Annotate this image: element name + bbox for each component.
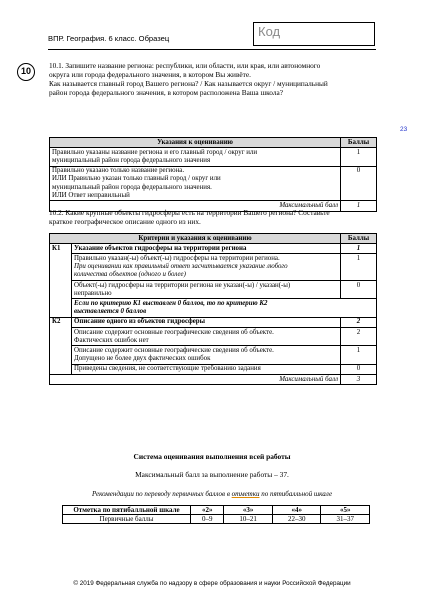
criterion-line: Правильно указан(-ы) объект(-ы) гидросферы на территории региона. bbox=[74, 254, 280, 262]
range-cell: 31–37 bbox=[321, 515, 370, 524]
k1-code-spacer bbox=[50, 281, 72, 299]
header-divider bbox=[48, 49, 376, 50]
k1-code-spacer bbox=[50, 254, 72, 281]
rule-line: выставляется 0 баллов bbox=[74, 308, 147, 316]
k2-row bbox=[72, 346, 341, 364]
table-row bbox=[50, 328, 377, 346]
k1-row2 bbox=[72, 281, 341, 299]
table-row bbox=[50, 317, 377, 327]
k1-max: 1 bbox=[341, 244, 377, 254]
question-part1-text bbox=[49, 62, 377, 98]
grade-cell: «5» bbox=[321, 506, 370, 515]
table-row bbox=[63, 515, 370, 524]
criterion-line: Описание содержит основные географические сведения об объекте. bbox=[74, 328, 274, 336]
table-row bbox=[50, 364, 377, 374]
reco-marked-word: отметки bbox=[231, 490, 260, 498]
conversion-recommendation bbox=[0, 490, 424, 498]
table-row bbox=[63, 506, 370, 515]
table2-max-label: Максимальный балл bbox=[50, 375, 341, 385]
table1-points: 1 bbox=[341, 148, 377, 166]
k1-row1-points: 1 bbox=[341, 254, 377, 281]
max-total-score: Максимальный балл за выполнение работы – 37. bbox=[135, 470, 289, 479]
scale-row2-label: Первичные баллы bbox=[63, 515, 191, 524]
part1-line: район города федерального значения, в котором расположена Ваша школа? bbox=[49, 87, 283, 97]
k1-code: К1 bbox=[50, 244, 72, 254]
table-row bbox=[50, 244, 377, 254]
grade-cell: «4» bbox=[272, 506, 321, 515]
table1-header-points: Баллы bbox=[341, 138, 377, 148]
k1-row1 bbox=[72, 254, 341, 281]
table1-max-label: Максимальный балл bbox=[50, 201, 341, 211]
table2-header-criteria: Критерии и указания к оцениванию bbox=[50, 234, 341, 244]
rule-line: Если по критерию К1 выставлен 0 баллов, то по критерию К2 bbox=[74, 299, 268, 307]
table1-criterion bbox=[50, 148, 341, 166]
table1-max-value: 1 bbox=[341, 201, 377, 211]
reco-text-end: по пятибалльной шкале bbox=[259, 490, 333, 498]
k2-code: К2 bbox=[50, 317, 72, 327]
criterion-note: При оценивании как правильный ответ засчитывается указание любого bbox=[74, 263, 288, 271]
part1-line: 10.1. Запишите название региона: республики, или области, или края, или автономного bbox=[49, 61, 321, 70]
k2-code-spacer bbox=[50, 328, 72, 346]
criterion-line: ИЛИ Ответ неправильный bbox=[52, 191, 130, 199]
k2-code-spacer bbox=[50, 364, 72, 374]
table-row bbox=[50, 281, 377, 299]
k1-title: Указание объектов гидросферы на территории региона bbox=[72, 244, 341, 254]
table1-header-criteria: Указания к оцениванию bbox=[50, 138, 341, 148]
criterion-line: муниципальный район города федерального значения bbox=[52, 156, 211, 164]
table-row bbox=[50, 148, 377, 166]
k2-row-points: 2 bbox=[341, 328, 377, 346]
table1-points: 0 bbox=[341, 166, 377, 201]
criterion-note: количества объектов (одного и более) bbox=[74, 271, 186, 279]
criterion-line: неправильно bbox=[74, 289, 112, 297]
k2-row bbox=[72, 364, 341, 374]
table-row bbox=[50, 166, 377, 201]
criterion-line: Описание содержит основные географические сведения об объекте. bbox=[74, 346, 274, 354]
k2-code-spacer bbox=[50, 346, 72, 364]
copyright-footer: © 2019 Федеральная служба по надзору в сфере образования и науки Российской Федерации bbox=[73, 580, 351, 587]
criterion-line: Приведены сведения, не соответствующие требованию задания bbox=[74, 365, 261, 373]
criterion-line: муниципальный район города федерального значения. bbox=[52, 183, 212, 191]
k2-row bbox=[72, 328, 341, 346]
criterion-line: Правильно указано только название региона. bbox=[52, 167, 185, 175]
part2-line: краткое географическое описание одного из них. bbox=[49, 216, 201, 226]
k2-max: 2 bbox=[341, 317, 377, 327]
range-cell: 0–9 bbox=[191, 515, 224, 524]
side-note-number: 23 bbox=[400, 126, 408, 133]
part2-line: 10.2. Какие крупные объекты гидросферы есть на территории Вашего региона? Составьте bbox=[49, 208, 330, 217]
code-box[interactable]: Код bbox=[253, 22, 375, 46]
criterion-line: Правильно указаны название региона и его главный город / округ или bbox=[52, 148, 258, 156]
criterion-line: Фактических ошибок нет bbox=[74, 336, 149, 344]
table-row bbox=[50, 299, 377, 317]
range-cell: 10–21 bbox=[224, 515, 273, 524]
criterion-line: Объект(-ы) гидросферы на территории региона не указан(-ы) / указан(-ы) bbox=[74, 281, 291, 289]
grading-table-part2 bbox=[49, 233, 377, 385]
k2-row-points: 1 bbox=[341, 346, 377, 364]
table-row bbox=[50, 254, 377, 281]
grade-scale-table bbox=[62, 505, 370, 524]
scale-row1-label: Отметка по пятибалльной шкале bbox=[63, 506, 191, 515]
question-number-badge: 10 bbox=[17, 63, 35, 81]
grade-cell: «2» bbox=[191, 506, 224, 515]
part1-line: Как называется главный город Вашего региона? / Как называется округ / муниципальный bbox=[49, 78, 328, 88]
table1-criterion bbox=[50, 166, 341, 201]
k1-rule bbox=[72, 299, 377, 317]
reco-text-start: Рекомендации по переводу первичных баллов в bbox=[91, 490, 232, 498]
table-row bbox=[50, 375, 377, 385]
criterion-line: ИЛИ Правильно указан только главный город / округ или bbox=[52, 175, 221, 183]
page-header-title: ВПР. География. 6 класс. Образец bbox=[48, 34, 170, 43]
k1-code-spacer bbox=[50, 299, 72, 317]
part1-line: округа или города федерального значения, в котором Вы живёте. bbox=[49, 69, 251, 79]
grade-cell: «3» bbox=[224, 506, 273, 515]
k1-row2-points: 0 bbox=[341, 281, 377, 299]
question-part2-text bbox=[49, 209, 377, 227]
range-cell: 22–30 bbox=[272, 515, 321, 524]
table-row bbox=[50, 346, 377, 364]
grading-system-title: Система оценивания выполнения всей работы bbox=[133, 452, 291, 461]
table2-header-points: Баллы bbox=[341, 234, 377, 244]
k2-row-points: 0 bbox=[341, 364, 377, 374]
criterion-line: Допущено не более двух фактических ошибок bbox=[74, 355, 211, 363]
k2-title: Описание одного из объектов гидросферы bbox=[72, 317, 341, 327]
grading-table-part1 bbox=[49, 137, 377, 212]
table2-max-value: 3 bbox=[341, 375, 377, 385]
